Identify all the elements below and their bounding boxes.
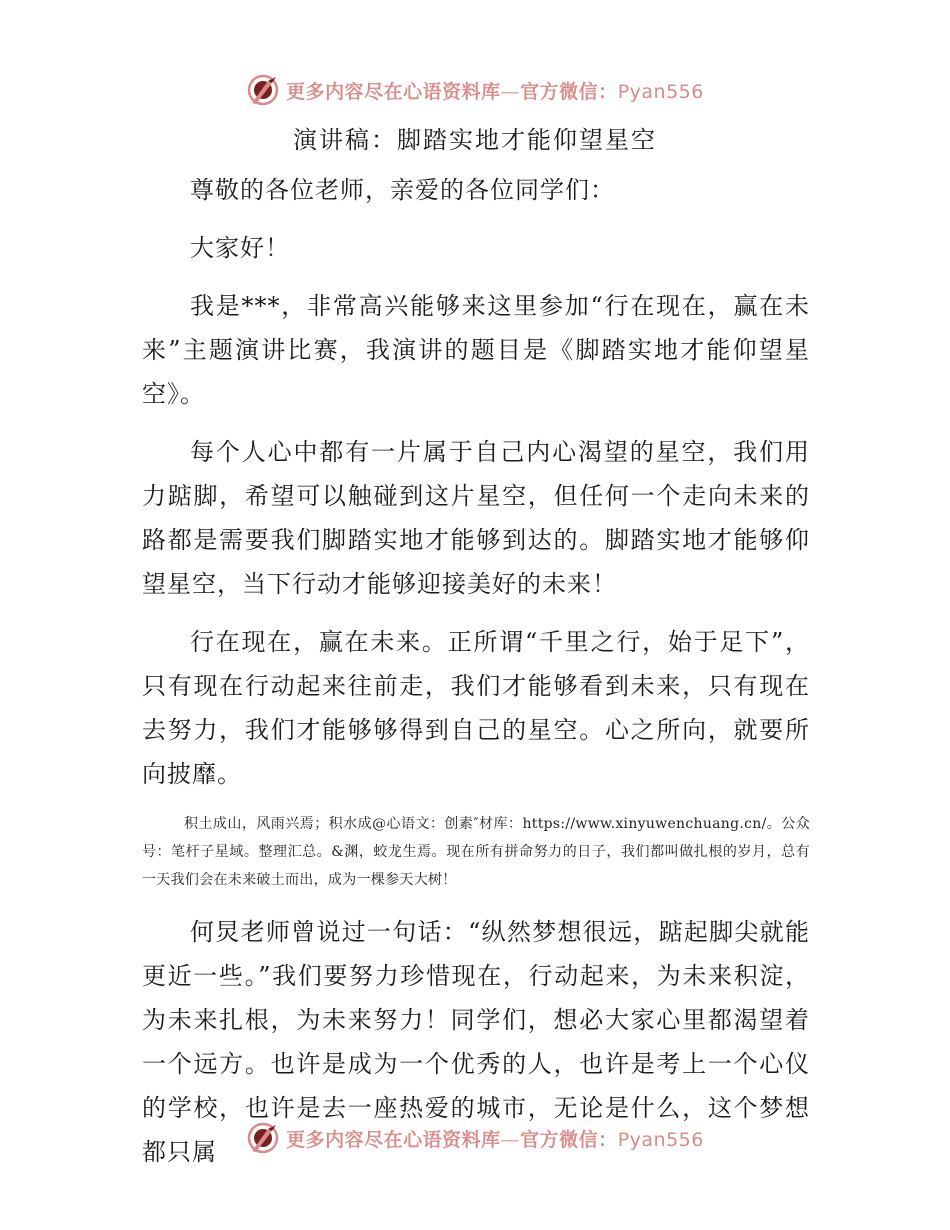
quill-logo-icon — [246, 1121, 280, 1155]
banner-dash: — — [500, 80, 521, 103]
greeting-line: 尊敬的各位老师，亲爱的各位同学们： — [190, 176, 615, 204]
banner-official: 官方微信： — [520, 80, 618, 103]
banner-slogan: 更多内容尽在心语资料库 — [286, 80, 501, 103]
banner-text — [286, 1125, 704, 1152]
paragraph-act-now: 行在现在，赢在未来。正所谓“千里之行，始于足下”，只有现在行动起来往前走，我们才能够看到未来，只有现在去努力，我们才能够够得到自己的星空。心之所向，就要所向披靡。 — [142, 628, 810, 788]
paragraph-intro: 我是***，非常高兴能够来这里参加“行在现在，赢在未来”主题演讲比赛，我演讲的题目是《脚踏实地才能仰望星空》。 — [142, 292, 810, 408]
paragraph-dream: 何炅老师曾说过一句话：“纵然梦想很远，踮起脚尖就能更近一些。”我们要努力珍惜现在，行动起来，为未来积淀，为未来扎根，为未来努力！同学们，想必大家心里都渴望着一个远方。也许是成为一个优秀的人，也许是考上一个心仪的学校，也许是去一座热爱的城市，无论是什么，这个梦想都只属 — [142, 918, 810, 1166]
paragraph-starry-sky: 每个人心中都有一片属于自己内心渴望的星空，我们用力踮脚，希望可以触碰到这片星空，但任何一个走向未来的路都是需要我们脚踏实地才能够到达的。脚踏实地才能够仰望星空，当下行动才能够迎接美好的未来！ — [142, 438, 810, 598]
banner-dash: — — [500, 1128, 521, 1151]
banner-official: 官方微信： — [520, 1128, 618, 1151]
document-title: 演讲稿：脚踏实地才能仰望星空 — [293, 126, 657, 154]
banner-text — [286, 77, 704, 104]
banner-wechat-id: Pyan556 — [617, 80, 704, 103]
hello-line: 大家好！ — [190, 234, 290, 262]
banner-slogan: 更多内容尽在心语资料库 — [286, 1128, 501, 1151]
footer-banner — [0, 1118, 950, 1158]
header-banner — [0, 70, 950, 110]
document-body — [142, 168, 810, 1188]
inserted-note: 积土成山，风雨兴焉；积水成@心语文：创素″材库：https://www.xinyuwenchuang.cn/。公众号：笔杆子星域。整理汇总。&渊，蛟龙生焉。现在所有拼命努力的日子，我们都叫做扎根的岁月，总有一天我们会在未来破土而出，成为一棵参天大树！ — [142, 816, 810, 888]
banner-wechat-id: Pyan556 — [617, 1128, 704, 1151]
quill-logo-icon — [246, 73, 280, 107]
